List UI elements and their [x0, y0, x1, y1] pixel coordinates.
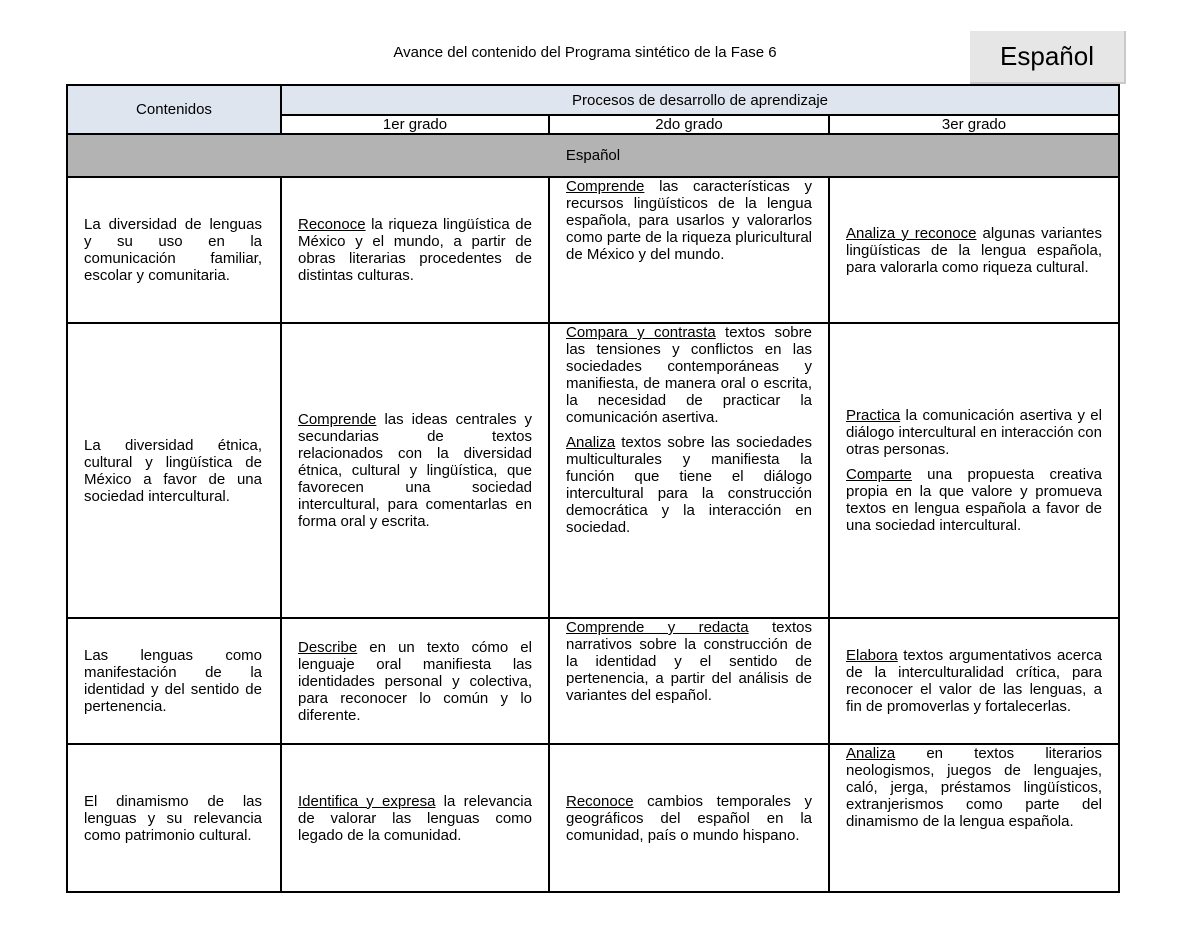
action-verb: Practica [846, 407, 901, 424]
header-grade-2: 2do grado [549, 115, 829, 134]
contenido-cell: La diversidad étnica, cultural y lingüística de México a favor de una sociedad intercultural. [67, 323, 281, 618]
table-row [67, 323, 1119, 618]
action-verb: Comprende [298, 411, 377, 428]
cell-paragraph [298, 793, 532, 844]
grade-2-cell [549, 323, 829, 618]
description-text: las características y recursos lingüísticos de la lengua española, para usarlos y valorarlos como parte de la riqueza pluricultural de México y del mundo. [566, 178, 812, 263]
description-text: textos sobre las sociedades multiculturales y manifiesta la función que tiene el diálogo intercultural para la construcción democrática y la interacción en sociedad. [566, 434, 812, 536]
grade-1-cell [281, 744, 549, 892]
description-text: textos sobre las tensiones y conflictos en las sociedades contemporáneas y manifiesta, de manera oral o escrita, la necesidad de practicar la comunicación asertiva. [566, 324, 812, 426]
description-text: cambios temporales y geográficos del español en la comunidad, país o mundo hispano. [566, 792, 812, 844]
description-text: la relevancia de valorar las lenguas como legado de la comunidad. [298, 792, 532, 844]
cell-paragraph [846, 745, 1102, 830]
description-text: textos argumentativos acerca de la interculturalidad crítica, para reconocer el valor de las lenguas, a fin de promoverlas y fortalecerlas. [846, 647, 1102, 715]
page-title: Avance del contenido del Programa sintético de la Fase 6 [393, 44, 777, 61]
cell-paragraph [566, 619, 812, 704]
action-verb: Comprende y redacta [566, 619, 749, 636]
header-grade-1: 1er grado [281, 115, 549, 134]
grade-2-cell [549, 744, 829, 892]
action-verb: Reconoce [298, 216, 366, 233]
header-grade-3: 3er grado [829, 115, 1119, 134]
table-row [67, 177, 1119, 323]
cell-paragraph [566, 178, 812, 263]
description-text: en textos literarios neologismos, juegos de lenguajes, caló, jerga, préstamos lingüísticos, extranjerismos como parte del dinamismo de la lengua española. [846, 745, 1102, 830]
cell-paragraph [566, 324, 812, 426]
cell-paragraph [846, 407, 1102, 458]
cell-paragraph [566, 793, 812, 844]
grade-3-cell [829, 744, 1119, 892]
grade-3-cell [829, 323, 1119, 618]
action-verb: Identifica y expresa [298, 792, 436, 810]
header-procesos: Procesos de desarrollo de aprendizaje [281, 85, 1119, 115]
header-contenidos: Contenidos [67, 85, 281, 134]
cell-paragraph [846, 225, 1102, 276]
contenido-cell: La diversidad de lenguas y su uso en la comunicación familiar, escolar y comunitaria. [67, 177, 281, 323]
action-verb: Describe [298, 638, 358, 656]
grade-1-cell [281, 618, 549, 744]
action-verb: Comprende [566, 178, 645, 195]
cell-paragraph [298, 216, 532, 284]
grade-2-cell [549, 177, 829, 323]
cell-paragraph [846, 647, 1102, 715]
action-verb: Analiza [846, 745, 896, 762]
cell-paragraph [566, 434, 812, 536]
table-row [67, 618, 1119, 744]
program-table [66, 84, 1120, 893]
description-text: textos narrativos sobre la construcción de la identidad y el sentido de pertenencia, a partir del análisis de variantes del español. [566, 619, 812, 704]
contenido-cell: El dinamismo de las lenguas y su relevancia como patrimonio cultural. [67, 744, 281, 892]
cell-paragraph [298, 639, 532, 724]
description-text: las ideas centrales y secundarias de textos relacionados con la diversidad étnica, cultural y lingüística, que favorecen una sociedad intercultural, para comentarlas en forma oral y escrita. [298, 411, 532, 530]
table-row [67, 744, 1119, 892]
grade-3-cell [829, 177, 1119, 323]
cell-paragraph [846, 466, 1102, 534]
action-verb: Analiza [566, 434, 616, 451]
action-verb: Reconoce [566, 792, 634, 810]
description-text: en un texto cómo el lenguaje oral manifiesta las identidades personal y colectiva, para reconocer lo común y lo diferente. [298, 638, 532, 724]
description-text: una propuesta creativa propia en la que valore y promueva textos en lengua española a favor de una sociedad intercultural. [846, 466, 1102, 534]
subject-tab: Español [970, 31, 1126, 84]
grade-3-cell [829, 618, 1119, 744]
grade-1-cell [281, 323, 549, 618]
grade-1-cell [281, 177, 549, 323]
description-text: la riqueza lingüística de México y el mundo, a partir de obras literarias procedentes de distintas culturas. [298, 216, 532, 284]
grade-2-cell [549, 618, 829, 744]
action-verb: Elabora [846, 647, 898, 664]
cell-paragraph [298, 411, 532, 530]
action-verb: Comparte [846, 466, 912, 483]
description-text: la comunicación asertiva y el diálogo intercultural en interacción con otras personas. [846, 407, 1102, 458]
description-text: algunas variantes lingüísticas de la lengua española, para valorarla como riqueza cultural. [846, 224, 1102, 276]
section-band: Español [67, 134, 1119, 177]
action-verb: Compara y contrasta [566, 324, 716, 341]
contenido-cell: Las lenguas como manifestación de la identidad y del sentido de pertenencia. [67, 618, 281, 744]
action-verb: Analiza y reconoce [846, 224, 977, 242]
